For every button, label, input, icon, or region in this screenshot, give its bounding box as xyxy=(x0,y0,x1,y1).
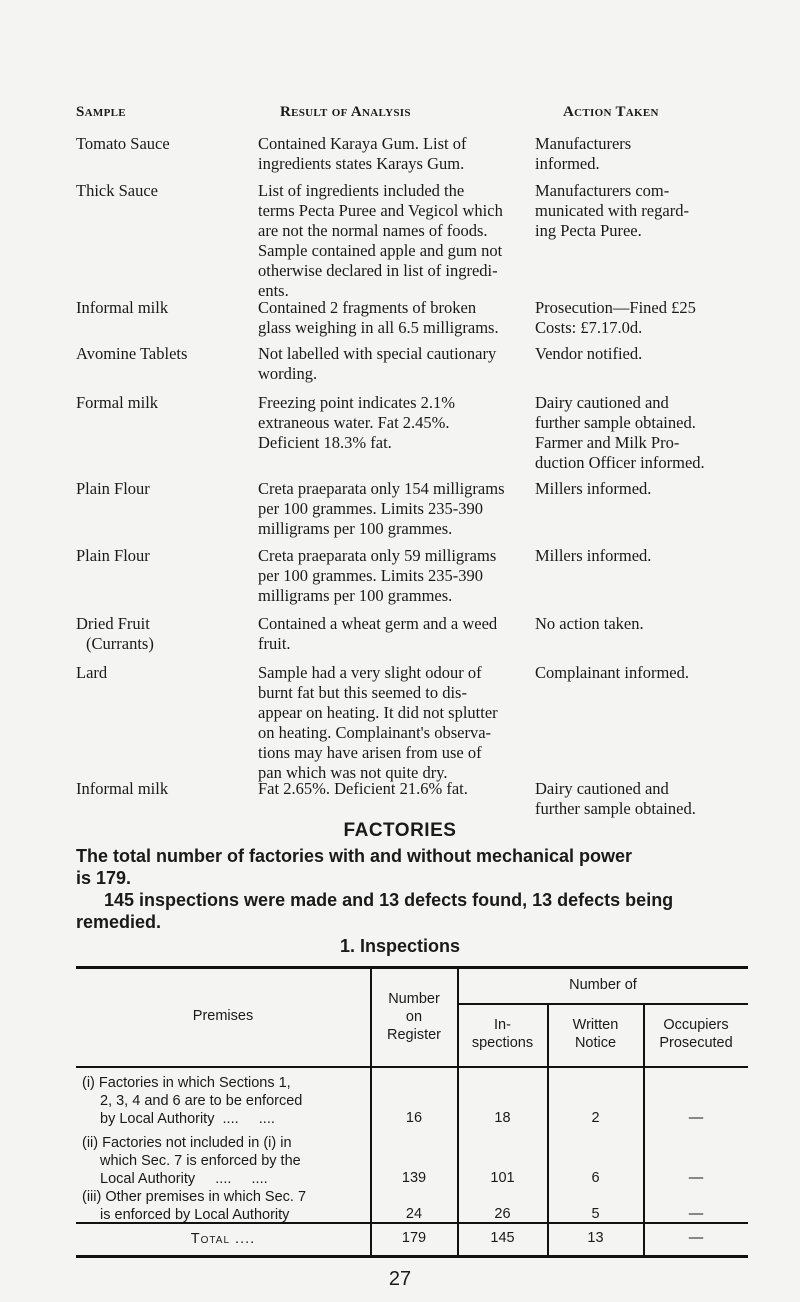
col-register-header: Number on Register xyxy=(387,991,441,1043)
premises-line: (iii) Other premises in which Sec. 7 xyxy=(82,1189,307,1205)
sample-result: Creta praeparata only 59 milligrams per 100 grammes. Limits 235-390 milligrams per 100 grammes. xyxy=(258,546,497,605)
total-written: 13 xyxy=(587,1230,604,1246)
occupiers-value: — xyxy=(688,1110,704,1126)
register-value: 139 xyxy=(401,1170,427,1186)
col-occupiers-header: Occupiers Prosecuted xyxy=(659,1017,733,1051)
sample-action: Dairy cautioned and further sample obtained. Farmer and Milk Pro- duction Officer informed. xyxy=(535,393,705,472)
sample-action: Vendor notified. xyxy=(535,344,643,363)
number-of-rule xyxy=(457,1003,748,1005)
sample-result: Creta praeparata only 154 milligrams per 100 grammes. Limits 235-390 milligrams per 100 grammes. xyxy=(258,479,505,538)
written-value: 5 xyxy=(591,1206,600,1222)
table-row xyxy=(82,1134,372,1188)
occupiers-value: — xyxy=(688,1206,704,1222)
sample-name: Tomato Sauce xyxy=(76,134,170,153)
sample-name: Plain Flour xyxy=(76,546,150,565)
sample-action: Manufacturers informed. xyxy=(535,134,632,173)
page-number: 27 xyxy=(388,1268,412,1290)
factories-paragraph-2: 145 inspections were made and 13 defects found, 13 defects being remedied. xyxy=(76,890,674,932)
premises-line: which Sec. 7 is enforced by the xyxy=(100,1153,301,1169)
header-bottom-rule xyxy=(76,1066,748,1068)
inspections-title: 1. Inspections xyxy=(339,936,461,956)
register-value: 24 xyxy=(405,1206,423,1222)
sample-result: Fat 2.65%. Deficient 21.6% fat. xyxy=(258,779,468,798)
sample-name: Plain Flour xyxy=(76,479,150,498)
sample-action: Dairy cautioned and further sample obtained. xyxy=(535,779,696,818)
sample-name: Avomine Tablets xyxy=(76,344,188,363)
sample-action: Millers informed. xyxy=(535,479,652,498)
inspections-value: 26 xyxy=(494,1206,511,1222)
sample-result: Contained a wheat germ and a weed fruit. xyxy=(258,614,498,653)
sample-result: Freezing point indicates 2.1% extraneous water. Fat 2.45%. Deficient 18.3% fat. xyxy=(258,393,456,452)
sample-name: Thick Sauce xyxy=(76,181,159,200)
col-written-header: Written Notice xyxy=(572,1017,619,1051)
sample-action: No action taken. xyxy=(535,614,644,633)
sample-result: Not labelled with special cautionary wording. xyxy=(258,344,497,383)
written-value: 2 xyxy=(591,1110,600,1126)
col-premises-header: Premises xyxy=(192,1008,254,1024)
factories-paragraph-1: The total number of factories with and without mechanical power is 179. xyxy=(76,846,633,888)
sample-result: Contained 2 fragments of broken glass weighing in all 6.5 milligrams. xyxy=(258,298,499,337)
factories-heading: FACTORIES xyxy=(343,820,457,841)
inspections-table xyxy=(76,966,748,1258)
register-value: 16 xyxy=(405,1110,423,1126)
sample-action: Prosecution—Fined £25 Costs: £7.17.0d. xyxy=(535,298,696,337)
sample-name: Formal milk xyxy=(76,393,159,412)
header-action: Action Taken xyxy=(563,104,659,120)
header-result: Result of Analysis xyxy=(280,104,411,120)
total-inspections: 145 xyxy=(490,1230,515,1246)
table-top-rule xyxy=(76,966,748,969)
col-group-header: Number of xyxy=(569,977,637,993)
inspections-value: 101 xyxy=(490,1170,515,1186)
sample-name: Informal milk xyxy=(76,779,169,798)
inspections-value: 18 xyxy=(494,1110,511,1126)
sample-result: List of ingredients included the terms Pecta Puree and Vegicol which are not the normal names of foods. Sample contained apple and gum not otherwise declared in list of ingredi- ents. xyxy=(258,181,503,300)
sample-name: Dried Fruit (Currants) xyxy=(76,614,154,653)
sample-name: Lard xyxy=(76,663,108,682)
table-bottom-rule xyxy=(76,1255,748,1258)
written-value: 6 xyxy=(591,1170,600,1186)
premises-line: Local Authority .... .... xyxy=(100,1171,268,1187)
premises-line: (ii) Factories not included in (i) in xyxy=(82,1135,292,1151)
sample-action: Complainant informed. xyxy=(535,663,689,682)
sample-action: Manufacturers com- municated with regard- ing Pecta Puree. xyxy=(535,181,689,240)
total-label: Total .... xyxy=(190,1231,256,1247)
sample-name: Informal milk xyxy=(76,298,169,317)
col-inspections-header: In- spections xyxy=(471,1017,534,1051)
sample-result: Contained Karaya Gum. List of ingredients states Karays Gum. xyxy=(258,134,467,173)
occupiers-value: — xyxy=(688,1170,704,1186)
sample-action: Millers informed. xyxy=(535,546,652,565)
premises-line: is enforced by Local Authority xyxy=(100,1207,290,1223)
table-row xyxy=(82,1188,372,1224)
total-occupiers: — xyxy=(688,1230,704,1246)
table-row: (i) Factories in which Sections 1, 2, 3, 4 and 6 are to be enforced by Local Authority .... .... xyxy=(82,1075,303,1127)
total-register: 179 xyxy=(401,1230,427,1246)
sample-result: Sample had a very slight odour of burnt fat but this seemed to dis- appear on heating. It did not splutter on heating. Complainant's observa- tions may have arisen from use of pan which was not quite dry. xyxy=(258,663,498,782)
header-sample: Sample xyxy=(76,104,126,120)
